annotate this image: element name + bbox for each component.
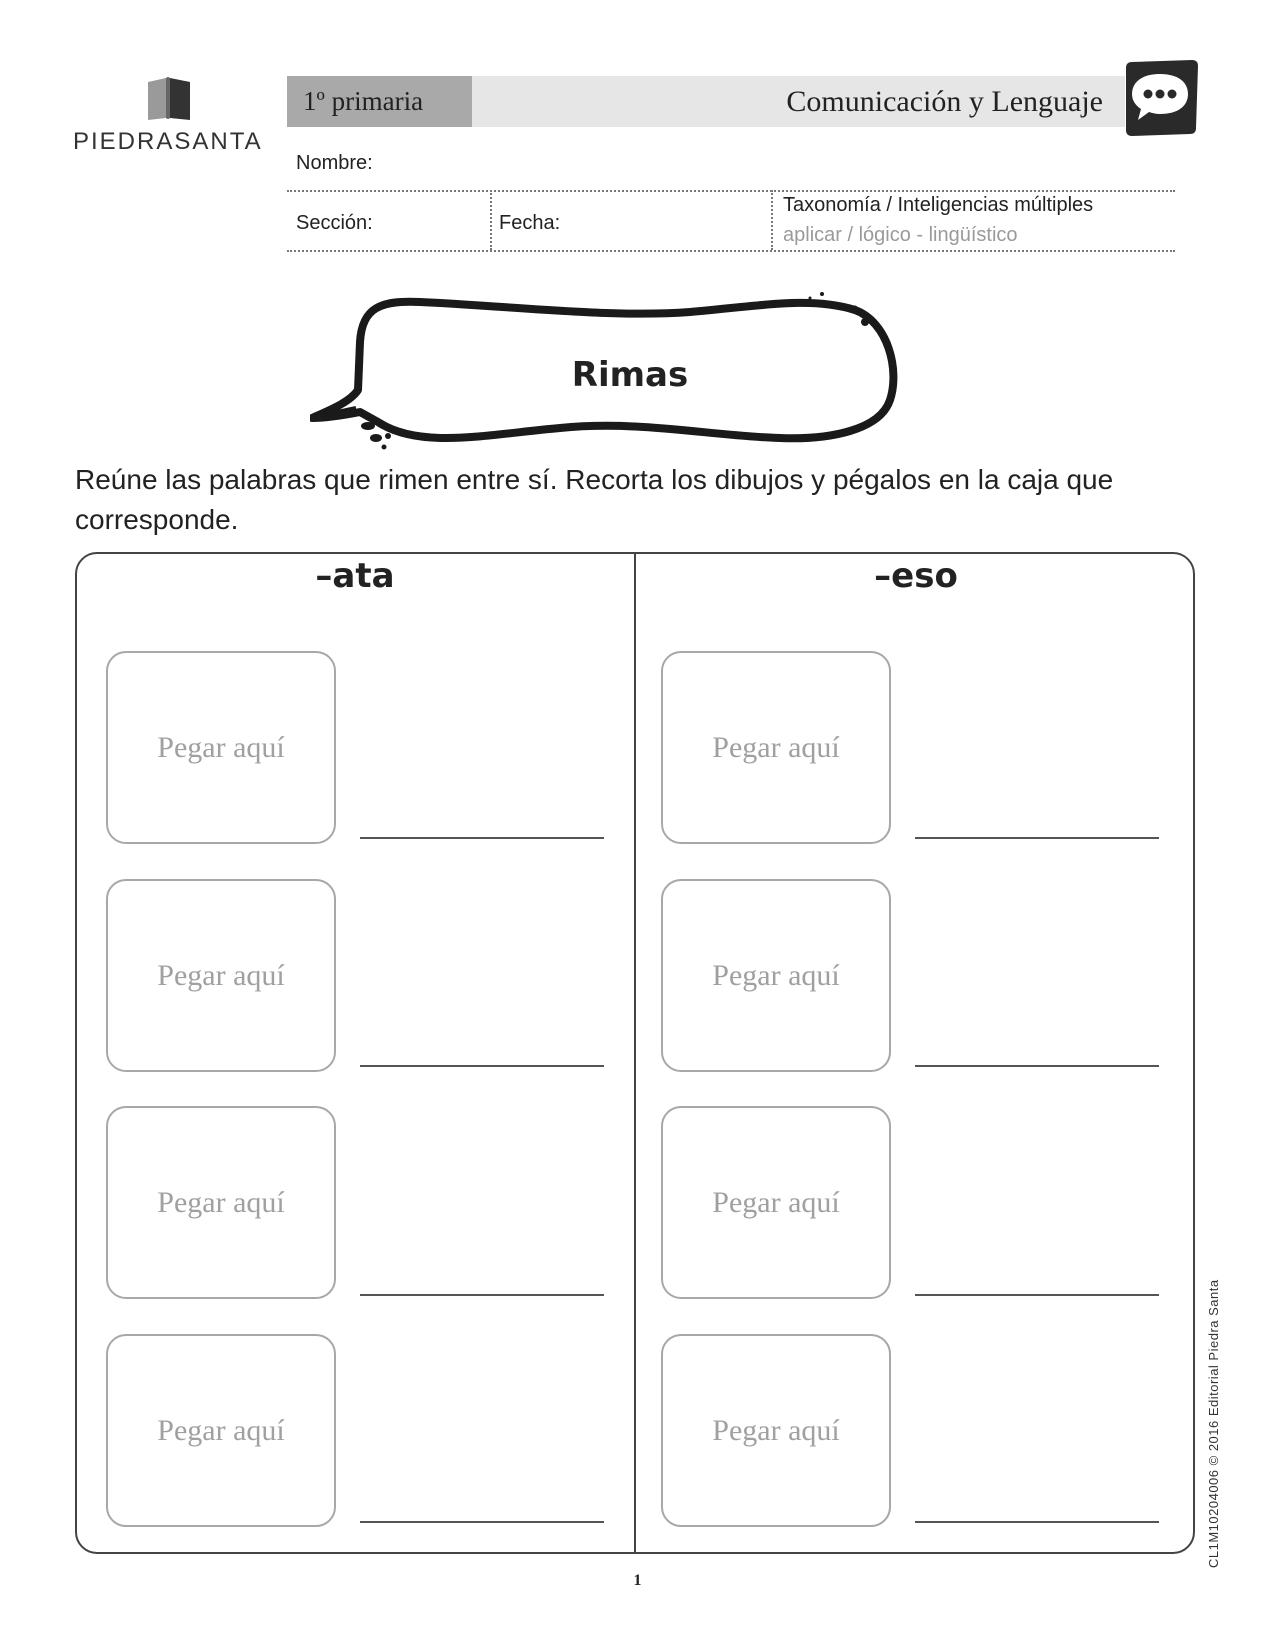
column-header-ata: –ata: [315, 556, 395, 596]
subject-title: Comunicación y Lenguaje: [786, 85, 1103, 118]
logo-text: PIEDRASANTA: [73, 128, 263, 155]
paste-box-ata-2[interactable]: Pegar aquí: [106, 879, 336, 1072]
paste-box-ata-3[interactable]: Pegar aquí: [106, 1106, 336, 1299]
taxonomy-label: Taxonomía / Inteligencias múltiples: [783, 194, 1094, 216]
publisher-logo: [68, 72, 268, 162]
divider-section: [490, 190, 492, 250]
paste-box-eso-1[interactable]: Pegar aquí: [661, 651, 891, 844]
name-label: Nombre:: [296, 152, 373, 174]
date-label: Fecha:: [499, 212, 561, 234]
section-label: Sección:: [296, 212, 373, 234]
answer-line-eso-4[interactable]: [915, 1521, 1159, 1523]
worksheet-title: Rimas: [571, 355, 689, 395]
paste-box-eso-4[interactable]: Pegar aquí: [661, 1334, 891, 1527]
answer-line-eso-2[interactable]: [915, 1065, 1159, 1067]
divider-top: [287, 190, 1175, 192]
page-number: 1: [633, 1572, 642, 1589]
column-divider: [634, 552, 636, 1554]
divider-bottom: [287, 250, 1175, 252]
answer-line-ata-1[interactable]: [360, 837, 604, 839]
paste-box-ata-4[interactable]: Pegar aquí: [106, 1334, 336, 1527]
paste-box-ata-1[interactable]: Pegar aquí: [106, 651, 336, 844]
answer-line-eso-1[interactable]: [915, 837, 1159, 839]
column-header-eso: –eso: [874, 556, 958, 596]
answer-line-ata-3[interactable]: [360, 1294, 604, 1296]
answer-line-eso-3[interactable]: [915, 1294, 1159, 1296]
answer-line-ata-4[interactable]: [360, 1521, 604, 1523]
book-icon: [144, 76, 194, 122]
grade-label: 1º primaria: [287, 76, 472, 127]
instructions-text: Reúne las palabras que rimen entre sí. Recorta los dibujos y pégalos en la caja que corresponde.: [75, 464, 1114, 535]
paste-box-eso-3[interactable]: Pegar aquí: [661, 1106, 891, 1299]
copyright-notice: CL1M10204006 © 2016 Editorial Piedra Santa: [1206, 1279, 1221, 1568]
answer-line-ata-2[interactable]: [360, 1065, 604, 1067]
speech-bubble-icon: [1120, 60, 1200, 144]
paste-box-eso-2[interactable]: Pegar aquí: [661, 879, 891, 1072]
divider-date: [771, 190, 773, 250]
taxonomy-value: aplicar / lógico - lingüístico: [783, 224, 1018, 246]
